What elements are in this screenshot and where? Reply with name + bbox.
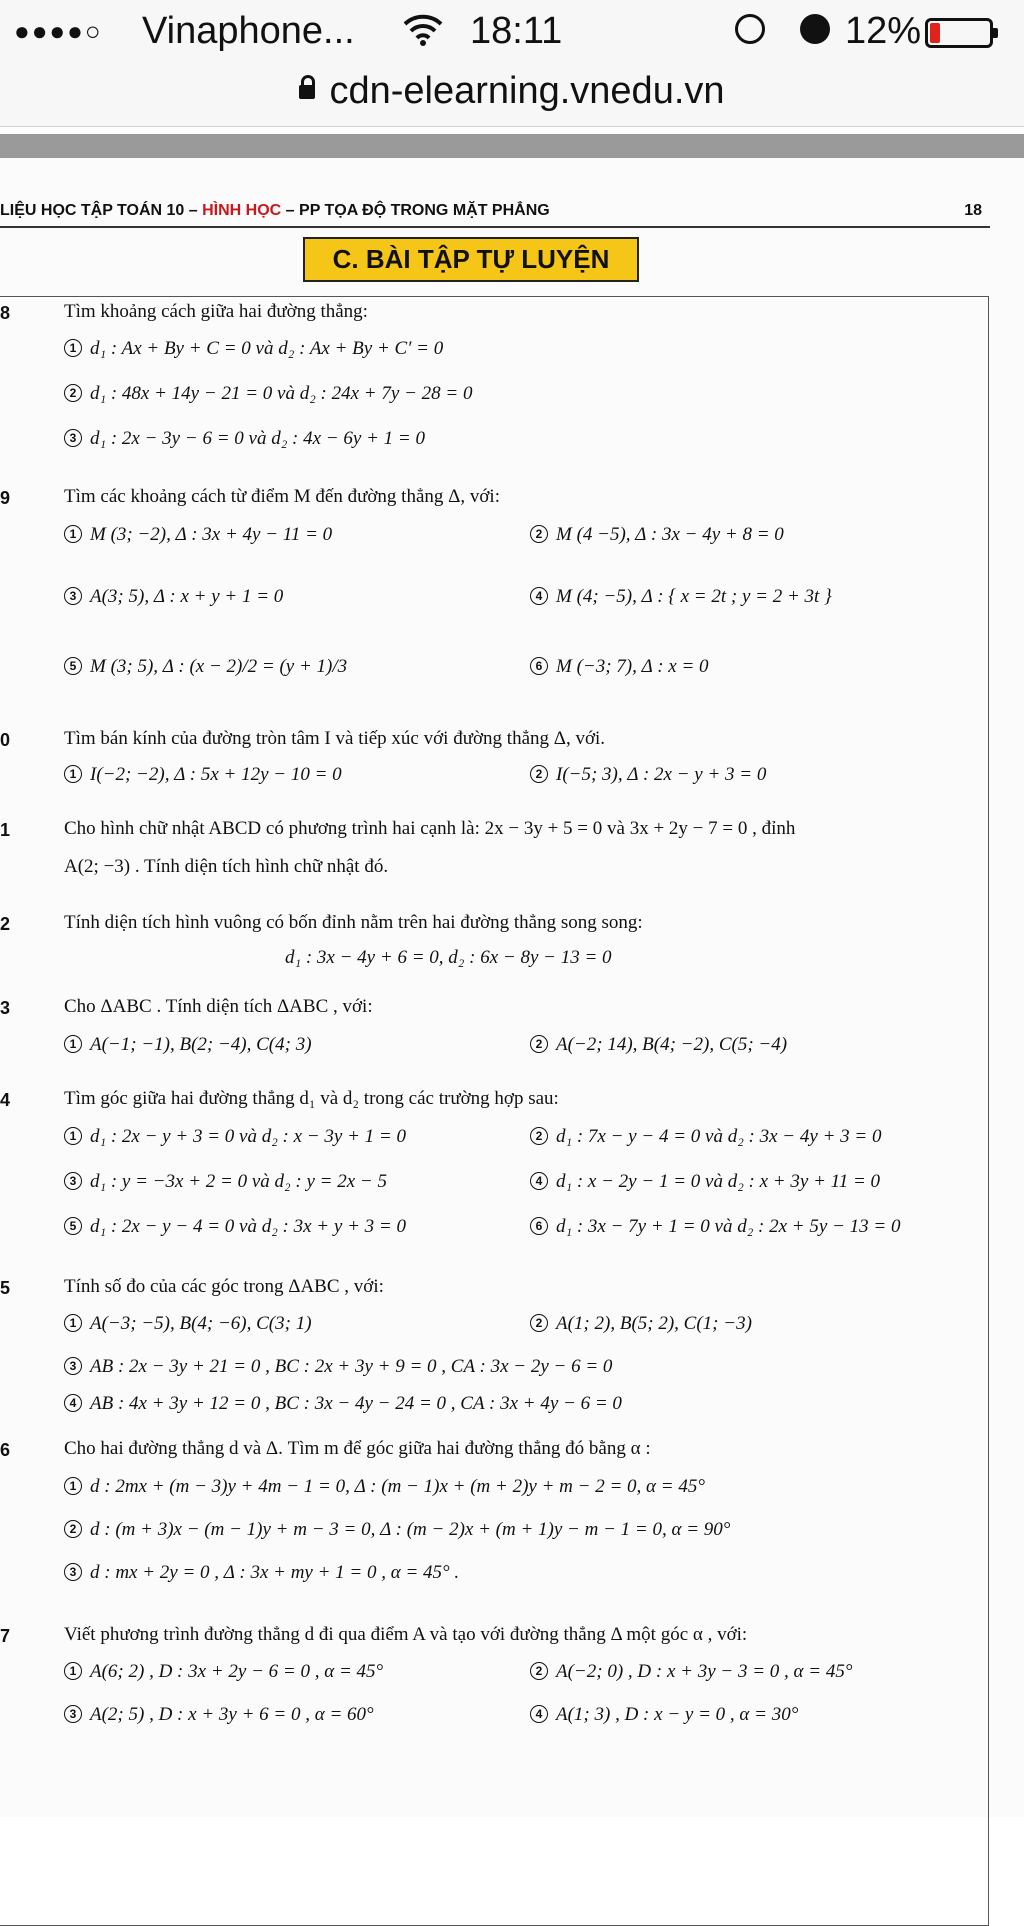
signal-icon: ●●●●○ (14, 16, 103, 46)
exercise-item: 1 d₁ : 2x − y + 3 = 0 và d₂ : x − 3y + 1 = 0 (64, 1126, 406, 1148)
exercise-item: 4 d₁ : x − 2y − 1 = 0 và d₂ : x + 3y + 11 = 0 (530, 1171, 880, 1193)
document-page (0, 158, 1024, 1817)
exercise-item: 2 A(−2; 14), B(4; −2), C(5; −4) (530, 1034, 787, 1056)
battery-icon (925, 18, 993, 48)
exercise-item: 5 d₁ : 2x − y − 4 = 0 và d₂ : 3x + y + 3 = 0 (64, 1216, 406, 1238)
exercise-question: Tìm góc giữa hai đường thẳng d₁ và d₂ trong các trường hợp sau: (64, 1088, 559, 1109)
exercise-item: 3 A(3; 5), Δ : x + y + 1 = 0 (64, 586, 283, 608)
rotation-lock-icon (735, 14, 765, 44)
header-title: LIỆU HỌC TẬP TOÁN 10 – HÌNH HỌC – PP TỌA ĐỘ TRONG MẶT PHẲNG (0, 202, 550, 219)
clock: 18:11 (470, 10, 563, 52)
exercise-question: Cho hình chữ nhật ABCD có phương trình hai cạnh là: 2x − 3y + 5 = 0 và 3x + 2y − 7 = 0 , đỉnh (64, 818, 796, 839)
page-number: 18 (964, 202, 982, 219)
exercise-item: 5 M (3; 5), Δ : (x − 2)/2 = (y + 1)/3 (64, 656, 347, 678)
exercise-item: 1 d : 2mx + (m − 3)y + 4m − 1 = 0, Δ : (m − 1)x + (m + 2)y + m − 2 = 0, α = 45° (64, 1476, 705, 1498)
exercise-question: Tính diện tích hình vuông có bốn đỉnh nằm trên hai đường thẳng song song: (64, 912, 643, 933)
exercise-item: 2 I(−5; 3), Δ : 2x − y + 3 = 0 (530, 764, 766, 786)
exercise-item: 2 d₁ : 48x + 14y − 21 = 0 và d₂ : 24x + 7y − 28 = 0 (64, 383, 472, 405)
exercise-number: 8 (0, 303, 11, 323)
exercise-question: Cho hai đường thẳng d và Δ. Tìm m để góc giữa hai đường thẳng đó bằng α : (64, 1438, 651, 1459)
exercise-item: 1 d₁ : Ax + By + C = 0 và d₂ : Ax + By + C′ = 0 (64, 338, 443, 360)
exercise-item: 6 M (−3; 7), Δ : x = 0 (530, 656, 709, 678)
address-bar[interactable] (0, 66, 1024, 127)
exercise-question: Tìm các khoảng cách từ điểm M đến đường thẳng Δ, với: (64, 486, 500, 507)
exercise-number: 9 (0, 488, 11, 508)
exercise-item: 1 A(−3; −5), B(4; −6), C(3; 1) (64, 1313, 312, 1335)
exercise-item: 3 d₁ : y = −3x + 2 = 0 và d₂ : y = 2x − 5 (64, 1171, 387, 1193)
exercise-number: 6 (0, 1440, 11, 1460)
exercise-item: 2 A(−2; 0) , D : x + 3y − 3 = 0 , α = 45° (530, 1661, 852, 1683)
exercise-item: 2 d : (m + 3)x − (m − 1)y + m − 3 = 0, Δ : (m − 2)x + (m + 1)y − m − 1 = 0, α = 90° (64, 1519, 730, 1541)
status-bar (0, 0, 1024, 66)
lock-icon (299, 85, 315, 99)
exercise-item: 1 A(6; 2) , D : 3x + 2y − 6 = 0 , α = 45° (64, 1661, 383, 1683)
exercise-item: 4 M (4; −5), Δ : { x = 2t ; y = 2 + 3t } (530, 586, 832, 608)
exercise-number: 2 (0, 914, 11, 934)
exercise-item: 3 A(2; 5) , D : x + 3y + 6 = 0 , α = 60° (64, 1704, 374, 1726)
exercise-item: 1 A(−1; −1), B(2; −4), C(4; 3) (64, 1034, 312, 1056)
exercise-item: 6 d₁ : 3x − 7y + 1 = 0 và d₂ : 2x + 5y − 13 = 0 (530, 1216, 900, 1238)
exercise-item: 1 I(−2; −2), Δ : 5x + 12y − 10 = 0 (64, 764, 342, 786)
url-text: cdn-elearning.vnedu.vn (329, 70, 725, 112)
exercise-item: 4 AB : 4x + 3y + 12 = 0 , BC : 3x − 4y − 24 = 0 , CA : 3x + 4y − 6 = 0 (64, 1393, 622, 1415)
exercise-number: 4 (0, 1090, 11, 1110)
exercise-question-line2: A(2; −3) . Tính diện tích hình chữ nhật đó. (64, 856, 389, 877)
exercise-question-line2: d₁ : 3x − 4y + 6 = 0, d₂ : 6x − 8y − 13 = 0 (285, 947, 612, 968)
exercise-item: 3 d₁ : 2x − 3y − 6 = 0 và d₂ : 4x − 6y + 1 = 0 (64, 428, 425, 450)
exercise-number: 7 (0, 1626, 11, 1646)
exercise-question: Tìm khoảng cách giữa hai đường thẳng: (64, 301, 368, 322)
exercise-question: Viết phương trình đường thẳng d đi qua điểm A và tạo với đường thẳng Δ một góc α , với: (64, 1624, 748, 1645)
wifi-icon (403, 12, 443, 56)
exercise-item: 2 d₁ : 7x − y − 4 = 0 và d₂ : 3x − 4y + 3 = 0 (530, 1126, 881, 1148)
exercise-question: Cho ΔABC . Tính diện tích ΔABC , với: (64, 996, 373, 1017)
carrier-name: Vinaphone... (142, 10, 355, 52)
exercise-item: 4 A(1; 3) , D : x − y = 0 , α = 30° (530, 1704, 798, 1726)
alarm-icon (800, 14, 830, 44)
toolbar-divider (0, 134, 1024, 158)
exercise-item: 3 AB : 2x − 3y + 21 = 0 , BC : 2x + 3y + 9 = 0 , CA : 3x − 2y − 6 = 0 (64, 1356, 612, 1378)
exercise-item: 1 M (3; −2), Δ : 3x + 4y − 11 = 0 (64, 524, 332, 546)
exercise-item: 2 A(1; 2), B(5; 2), C(1; −3) (530, 1313, 752, 1335)
exercise-number: 5 (0, 1278, 11, 1298)
exercise-item: 3 d : mx + 2y = 0 , Δ : 3x + my + 1 = 0 , α = 45° . (64, 1562, 459, 1584)
section-title: C. BÀI TẬP TỰ LUYỆN (303, 237, 639, 282)
page-header (0, 200, 990, 228)
exercise-item: 2 M (4 −5), Δ : 3x − 4y + 8 = 0 (530, 524, 784, 546)
battery-percent: 12% (845, 10, 922, 52)
exercise-number: 1 (0, 820, 11, 840)
exercise-number: 3 (0, 998, 11, 1018)
exercise-number: 0 (0, 730, 11, 750)
exercise-question: Tính số đo của các góc trong ΔABC , với: (64, 1276, 384, 1297)
exercise-question: Tìm bán kính của đường tròn tâm I và tiếp xúc với đường thẳng Δ, với. (64, 728, 606, 749)
